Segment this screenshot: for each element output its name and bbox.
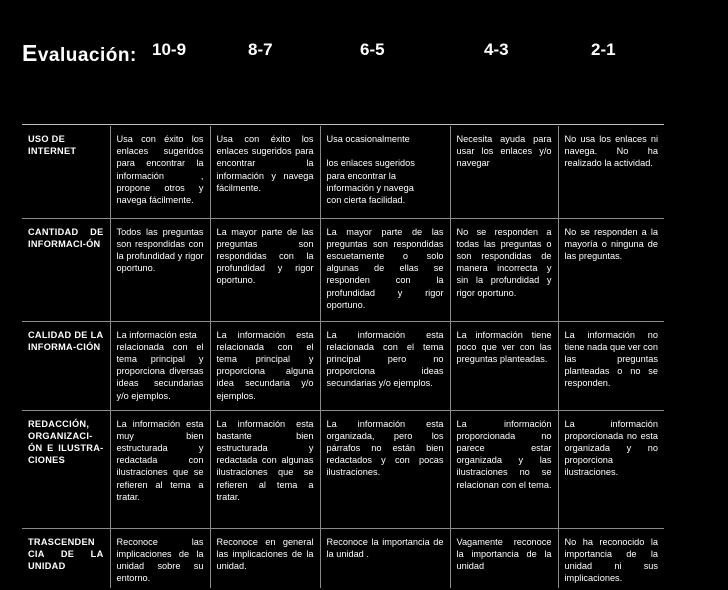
- table-row: [22, 126, 664, 218]
- row-label: CALIDAD DE LA INFORMA-CIÓN: [22, 321, 110, 410]
- table-cell: La información proporcionada no parece estar organizada y las ilustraciones no se relacionan con el tema.: [450, 410, 558, 528]
- page-title: Evaluación:: [22, 40, 137, 66]
- table-cell: Usa con éxito los enlaces sugeridos para encontrar la información , propone otros y navega fácilmente.: [110, 126, 210, 218]
- table-cell: La información esta bastante bien estructurada y redactada con algunas ilustraciones que se refieren al tema a tratar.: [210, 410, 320, 528]
- table-row: [22, 218, 664, 321]
- row-label: USO DE INTERNET: [28, 134, 77, 157]
- table-cell: Reconoce la importancia de la unidad .: [320, 528, 450, 588]
- table-cell: La información esta organizada, pero los párrafos no están bien redactados y con pocas ilustraciones.: [320, 410, 450, 528]
- table-cell: No se responden a todas las preguntas o son respondidas de manera incorrecta y sin la profundidad y rigor oportuno.: [450, 218, 558, 321]
- table-cell: La información esta relacionada con el tema principal y proporciona diversas ideas secundarias y/o ejemplos.: [110, 321, 210, 410]
- table-cell: No ha reconocido la importancia de la unidad ni sus implicaciones.: [558, 528, 664, 588]
- table-cell: Vagamente reconoce la importancia de la unidad: [450, 528, 558, 588]
- table-cell: Reconoce en general las implicaciones de la unidad.: [210, 528, 320, 588]
- table-row: [22, 528, 664, 588]
- table-cell: La información tiene poco que ver con las preguntas planteadas.: [450, 321, 558, 410]
- table-cell: La información proporcionada no esta organizada y no proporciona ilustraciones.: [558, 410, 664, 528]
- row-label: TRASCENDEN CIA DE LA UNIDAD: [22, 528, 110, 588]
- table-row: [22, 410, 664, 528]
- score-2-1: 2-1: [591, 40, 616, 59]
- table-cell: La información esta relacionada con el tema principal y proporciona alguna idea secundaria y/o ejemplos.: [210, 321, 320, 410]
- table-cell: Reconoce las implicaciones de la unidad sobre su entorno.: [110, 528, 210, 588]
- score-10-9: 10-9: [152, 40, 187, 59]
- table-cell: No usa los enlaces ni navega. No ha realizado la actividad.: [558, 126, 664, 218]
- table-cell: La información no tiene nada que ver con las preguntas planteadas o no se responden.: [558, 321, 664, 410]
- table-cell: La mayor parte de las preguntas son respondidas con la profundidad y rigor oportuno.: [210, 218, 320, 321]
- row-label: REDACCIÓN, ORGANIZACI-ÓN E ILUSTRA-CIONES: [22, 410, 110, 528]
- row-label: CANTIDAD DE INFORMACI-ÓN: [22, 218, 110, 321]
- header: [0, 0, 728, 122]
- table-cell: Necesita ayuda para usar los enlaces y/o navegar: [450, 126, 558, 218]
- table-cell: La información esta muy bien estructurada y redactada con ilustraciones que se refieren al tema a tratar.: [110, 410, 210, 528]
- table-row: [22, 321, 664, 410]
- table-cell: Usa ocasionalmente los enlaces sugeridos para encontrar la información y navega con cierta facilidad.: [320, 126, 450, 218]
- rubric-table: [22, 126, 664, 588]
- score-6-5: 6-5: [360, 40, 385, 59]
- score-8-7: 8-7: [248, 40, 273, 59]
- score-4-3: 4-3: [484, 40, 509, 59]
- table-cell: Usa con éxito los enlaces sugeridos para encontrar la información y navega fácilmente.: [210, 126, 320, 218]
- table-cell: La información esta relacionada con el tema principal pero no proporciona ideas secundarias y/o ejemplos.: [320, 321, 450, 410]
- table-cell: No se responden a la mayoría o ninguna de las preguntas.: [558, 218, 664, 321]
- header-divider: [22, 124, 664, 125]
- table-cell: Todos las preguntas son respondidas con la profundidad y rigor oportuno.: [110, 218, 210, 321]
- table-cell: La mayor parte de las preguntas son respondidas escuetamente o solo algunas de ellas se responden con la profundidad y rigor oportuno.: [320, 218, 450, 321]
